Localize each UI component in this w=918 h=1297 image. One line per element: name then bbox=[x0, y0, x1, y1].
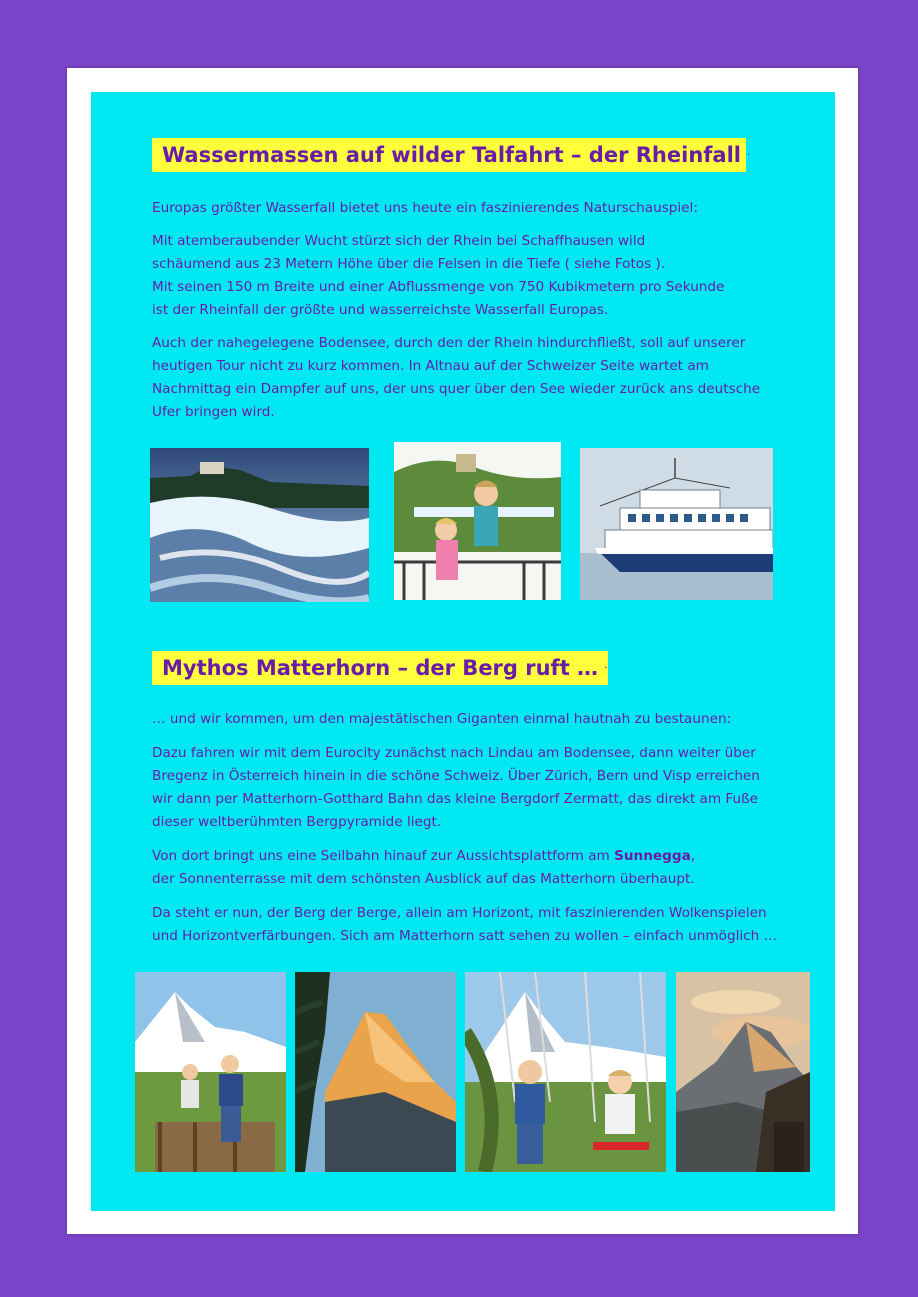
section2-para2-pre: Von dort bringt uns eine Seilbahn hinauf zur Aussichtsplattform am bbox=[152, 848, 615, 864]
section2-para1-line4: dieser weltberühmten Bergpyramide liegt. bbox=[152, 814, 442, 830]
section1-para1-line3: Mit seinen 150 m Breite und einer Abflussmenge von 750 Kubikmetern pro Sekunde bbox=[152, 279, 725, 295]
section1-para2-line3: Nachmittag ein Dampfer auf uns, der uns quer über den See wieder zurück ans deutsche bbox=[152, 381, 761, 397]
section2-heading bbox=[152, 651, 608, 685]
section1-para2-line4: Ufer bringen wird. bbox=[152, 404, 275, 420]
photo-matterhorn-boys-bridge bbox=[135, 972, 286, 1172]
section2-para2-line1 bbox=[152, 845, 695, 868]
section2-para1-line2: Bregenz in Österreich hinein in die schöne Schweiz. Über Zürich, Bern und Visp erreichen bbox=[152, 768, 760, 784]
section2-para2-line2: der Sonnenterrasse mit dem schönsten Ausblick auf das Matterhorn überhaupt. bbox=[152, 871, 695, 887]
section2-heading-text: Mythos Matterhorn – der Berg ruft … bbox=[162, 656, 599, 680]
section1-intro: Europas größter Wasserfall bietet uns heute ein faszinierendes Naturschauspiel: bbox=[152, 200, 698, 216]
section2-para2-post: , bbox=[690, 848, 696, 864]
photo-children-at-railing bbox=[394, 442, 561, 600]
section2-para3-line2: und Horizontverfärbungen. Sich am Matterhorn satt sehen zu wollen – einfach unmöglich … bbox=[152, 928, 778, 944]
section2-para1-line1: Dazu fahren wir mit dem Eurocity zunächst nach Lindau am Bodensee, dann weiter über bbox=[152, 745, 756, 761]
section1-heading bbox=[152, 138, 751, 172]
photo-rheinfall-waterfall bbox=[150, 448, 369, 602]
section1-para1-line2: schäumend aus 23 Metern Höhe über die Felsen in die Tiefe ( siehe Fotos ). bbox=[152, 256, 666, 272]
section1-para2-line2: heutigen Tour nicht zu kurz kommen. In Altnau auf der Schweizer Seite wartet am bbox=[152, 358, 709, 374]
section1-heading-mark: · bbox=[746, 150, 751, 161]
sunnegga-highlight: Sunnegga bbox=[614, 848, 691, 864]
section1-para2-line1: Auch der nahegelegene Bodensee, durch den der Rhein hindurchfließt, soll auf unserer bbox=[152, 335, 746, 351]
section2-para1-line3: wir dann per Matterhorn-Gotthard Bahn das kleine Bergdorf Zermatt, das direkt am Fuße bbox=[152, 791, 759, 807]
section2-para3-line1: Da steht er nun, der Berg der Berge, allein am Horizont, mit faszinierenden Wolkenspielen bbox=[152, 905, 767, 921]
photo-matterhorn-alpenglow bbox=[295, 972, 456, 1172]
section1-para1-line4: ist der Rheinfall der größte und wasserreichste Wasserfall Europas. bbox=[152, 302, 609, 318]
section2-heading-mark: · bbox=[604, 663, 608, 674]
section1-para1-line1: Mit atemberaubender Wucht stürzt sich der Rhein bei Schaffhausen wild bbox=[152, 233, 646, 249]
section1-heading-text: Wassermassen auf wilder Talfahrt – der Rheinfall bbox=[162, 143, 741, 167]
photo-lake-ferry bbox=[580, 448, 773, 600]
photo-matterhorn-swings bbox=[465, 972, 666, 1172]
section2-intro: … und wir kommen, um den majestätischen Giganten einmal hautnah zu bestaunen: bbox=[152, 711, 732, 727]
photo-matterhorn-clouds bbox=[676, 972, 810, 1172]
